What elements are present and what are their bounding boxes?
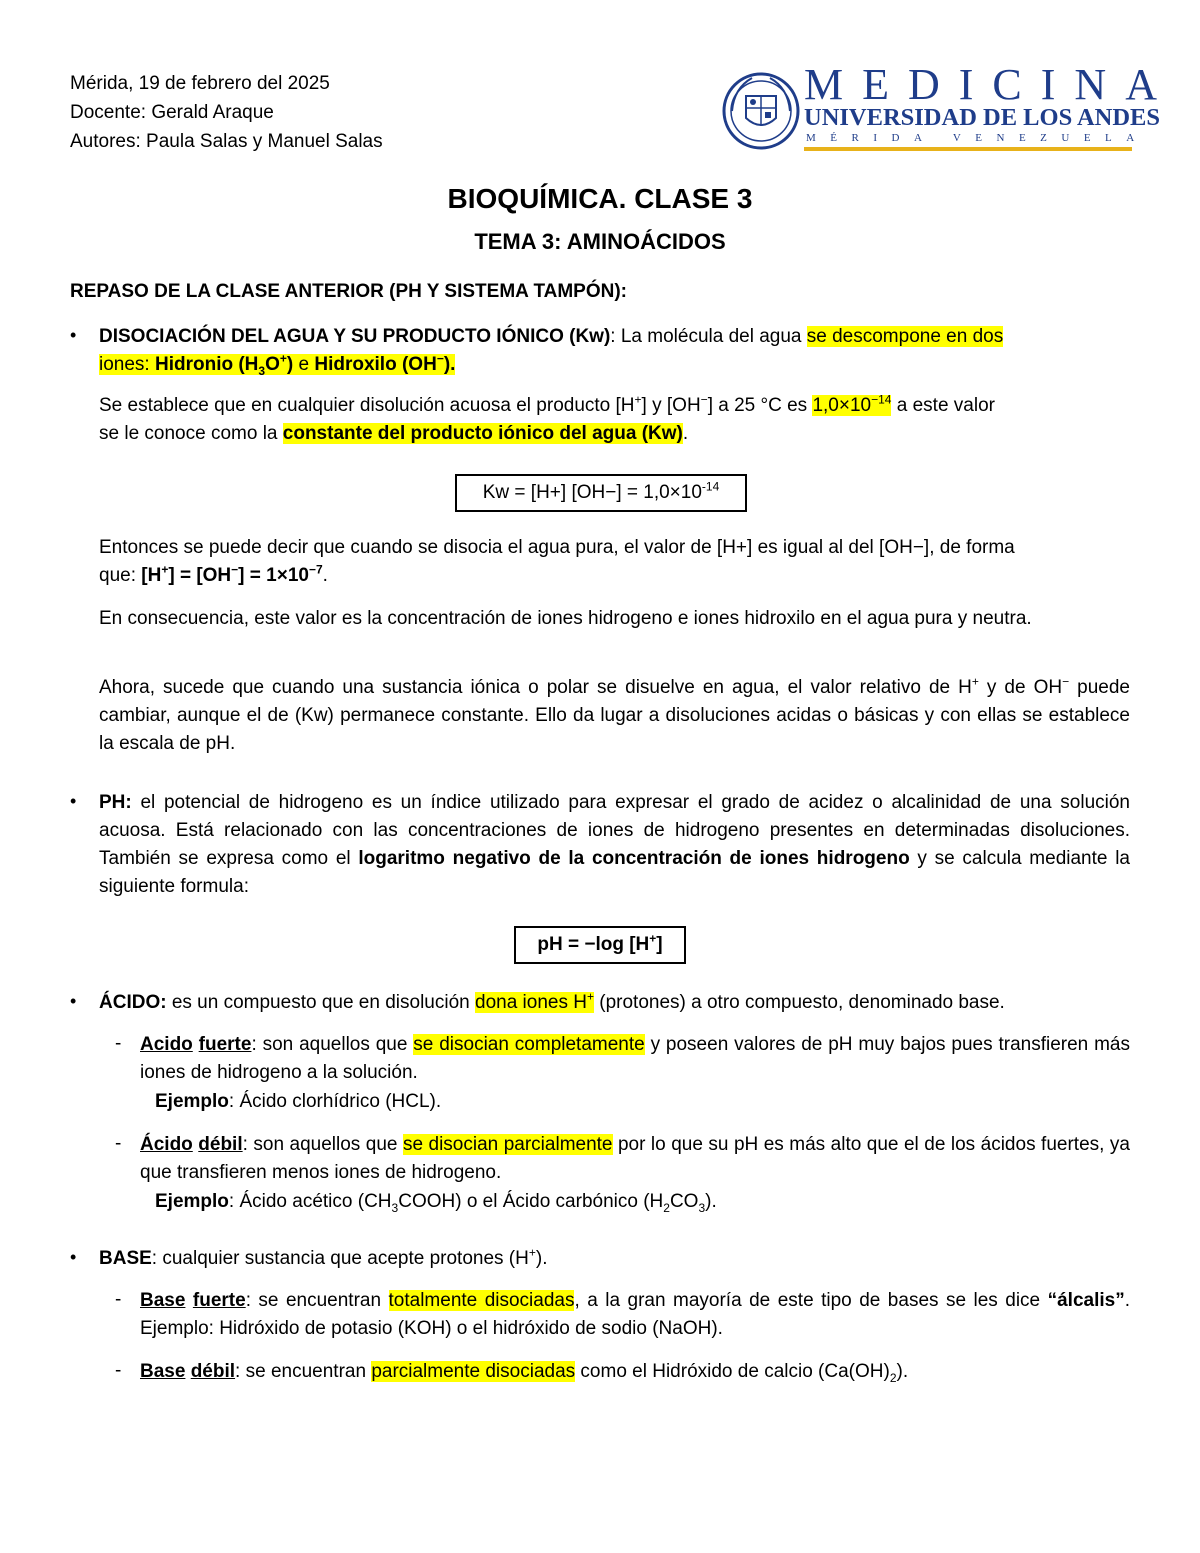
ph-formula-box: pH = −log [H+]: [514, 926, 686, 964]
weak-base-paragraph: Base débil: se encuentran parcialmente disociadas como el Hidróxido de calcio $(Ca(OH)_2)$.: [140, 1361, 909, 1385]
highlight: iones: Hidronio $(H_3O^+)$ e Hidroxilo (OH−).: [99, 351, 456, 378]
ph-paragraph: PH: el potencial de hidrogeno es un índice utilizado para expresar el grado de acidez o alcalinidad de una solución acuosa. Está relacionado con las concentraciones de iones de hidrogeno presentes en determinadas disoluciones. También se expresa como el logaritmo negativo de la concentración de iones hidrogeno y se calcula mediante la siguiente formula:: [99, 792, 1130, 897]
strong-acid-example: Ejemplo: Ácido clorhídrico (HCL).: [155, 1091, 442, 1112]
water-paragraph-1: DISOCIACIÓN DEL AGUA Y SU PRODUCTO IÓNICO (Kw): La molécula del agua se descompone en dos iones: Hidronio $(H_3O^+)$ e Hidroxilo (OH−).: [99, 326, 1004, 378]
kw-formula-box: Kw = [H+] $[OH-] = 1,0\times 10^{-14}$: [455, 474, 747, 512]
weak-acid-example: Ejemplo: Ácido acético $(CH_3COOH)$ o el Ácido carbónico $(H_2CO_3)$.: [155, 1191, 717, 1215]
water-paragraph-3: Entonces se puede decir que cuando se disocia el agua pura, el valor de [H+] es igual al del [OH−], de forma que: $[H^+] = [OH^-] = 1\times 10^{-7}$.: [99, 537, 1015, 586]
highlight: se disocian completamente: [413, 1034, 645, 1055]
highlight: se descompone en dos: [806, 326, 1004, 347]
acid-paragraph: ÁCIDO: es un compuesto que en disolución dona iones H+ (protones) a otro compuesto, denominado base.: [99, 989, 1005, 1013]
water-paragraph-4: En consecuencia, este valor es la concentración de iones hidrogeno e iones hidroxilo en el agua pura y neutra.: [99, 608, 1032, 629]
bullet: •: [70, 791, 77, 811]
ph-term: PH:: [99, 792, 132, 813]
highlight: se disocian parcialmente: [402, 1134, 613, 1155]
header-authors: Autores: Paula Salas y Manuel Salas: [70, 131, 383, 152]
highlight: $1,0\times 10^{-14}$: [812, 392, 892, 416]
base-term: BASE: [99, 1248, 152, 1269]
weak-acid-paragraph: Ácido débil: son aquellos que se disocian parcialmente por lo que su pH es más alto que el de los ácidos fuertes, ya que transfieren menos iones de hidrogeno.: [140, 1134, 1130, 1183]
highlight: totalmente disociadas: [388, 1290, 575, 1311]
page-subtitle: TEMA 3: AMINOÁCIDOS: [474, 229, 726, 254]
bullet: •: [70, 991, 77, 1011]
bullet: •: [70, 325, 77, 345]
strong-base-paragraph: Base fuerte: se encuentran totalmente disociadas, a la gran mayoría de este tipo de bases se les dice “álcalis”. Ejemplo: Hidróxido de potasio (KOH) o el hidróxido de sodio (NaOH).: [140, 1290, 1130, 1339]
logo-location: MÉRIDA VENEZUELA: [806, 132, 1149, 144]
highlight: dona iones H+: [475, 989, 594, 1013]
acid-term: ÁCIDO:: [99, 992, 167, 1013]
review-heading: REPASO DE LA CLASE ANTERIOR (PH Y SISTEMA TAMPÓN):: [70, 281, 628, 302]
highlight: constante del producto iónico del agua (Kw): [282, 423, 683, 444]
logo-gold-bar: [804, 147, 1132, 151]
header-date: Mérida, 19 de febrero del 2025: [70, 73, 330, 94]
dash: -: [115, 1133, 122, 1154]
water-paragraph-5: Ahora, sucede que cuando una sustancia iónica o polar se disuelve en agua, el valor relativo de H+ y de OH− puede cambiar, aunque el de (Kw) permanece constante. Ello da lugar a disoluciones acidas o básicas y con ellas se establece la escala de pH.: [99, 674, 1130, 754]
dash: -: [115, 1033, 122, 1054]
base-paragraph: BASE: cualquier sustancia que acepte protones (H+).: [99, 1245, 548, 1269]
strong-acid-paragraph: Acido fuerte: son aquellos que se disocian completamente y poseen valores de pH muy bajos pues transfieren más iones de hidrogeno a la solución.: [140, 1034, 1130, 1083]
water-paragraph-2: Se establece que en cualquier disolución acuosa el producto [H+] y [OH−] a 25 °C es $1,0\times 10^{-14}$ a este valor se le conoce como la constante del producto iónico del agua (Kw).: [99, 392, 995, 444]
water-term: DISOCIACIÓN DEL AGUA Y SU PRODUCTO IÓNICO (Kw): [99, 326, 611, 347]
logo-university: UNIVERSIDAD DE LOS ANDES: [804, 104, 1161, 131]
highlight: parcialmente disociadas: [371, 1361, 576, 1382]
university-logo: [722, 60, 1176, 154]
header-teacher: Docente: Gerald Araque: [70, 102, 274, 123]
bullet: •: [70, 1247, 77, 1267]
page-title: BIOQUÍMICA. CLASE 3: [447, 183, 753, 214]
logo-title: MEDICINA: [804, 60, 1176, 109]
dash: -: [115, 1289, 122, 1310]
crest-icon: [722, 68, 800, 154]
dash: -: [115, 1360, 122, 1381]
